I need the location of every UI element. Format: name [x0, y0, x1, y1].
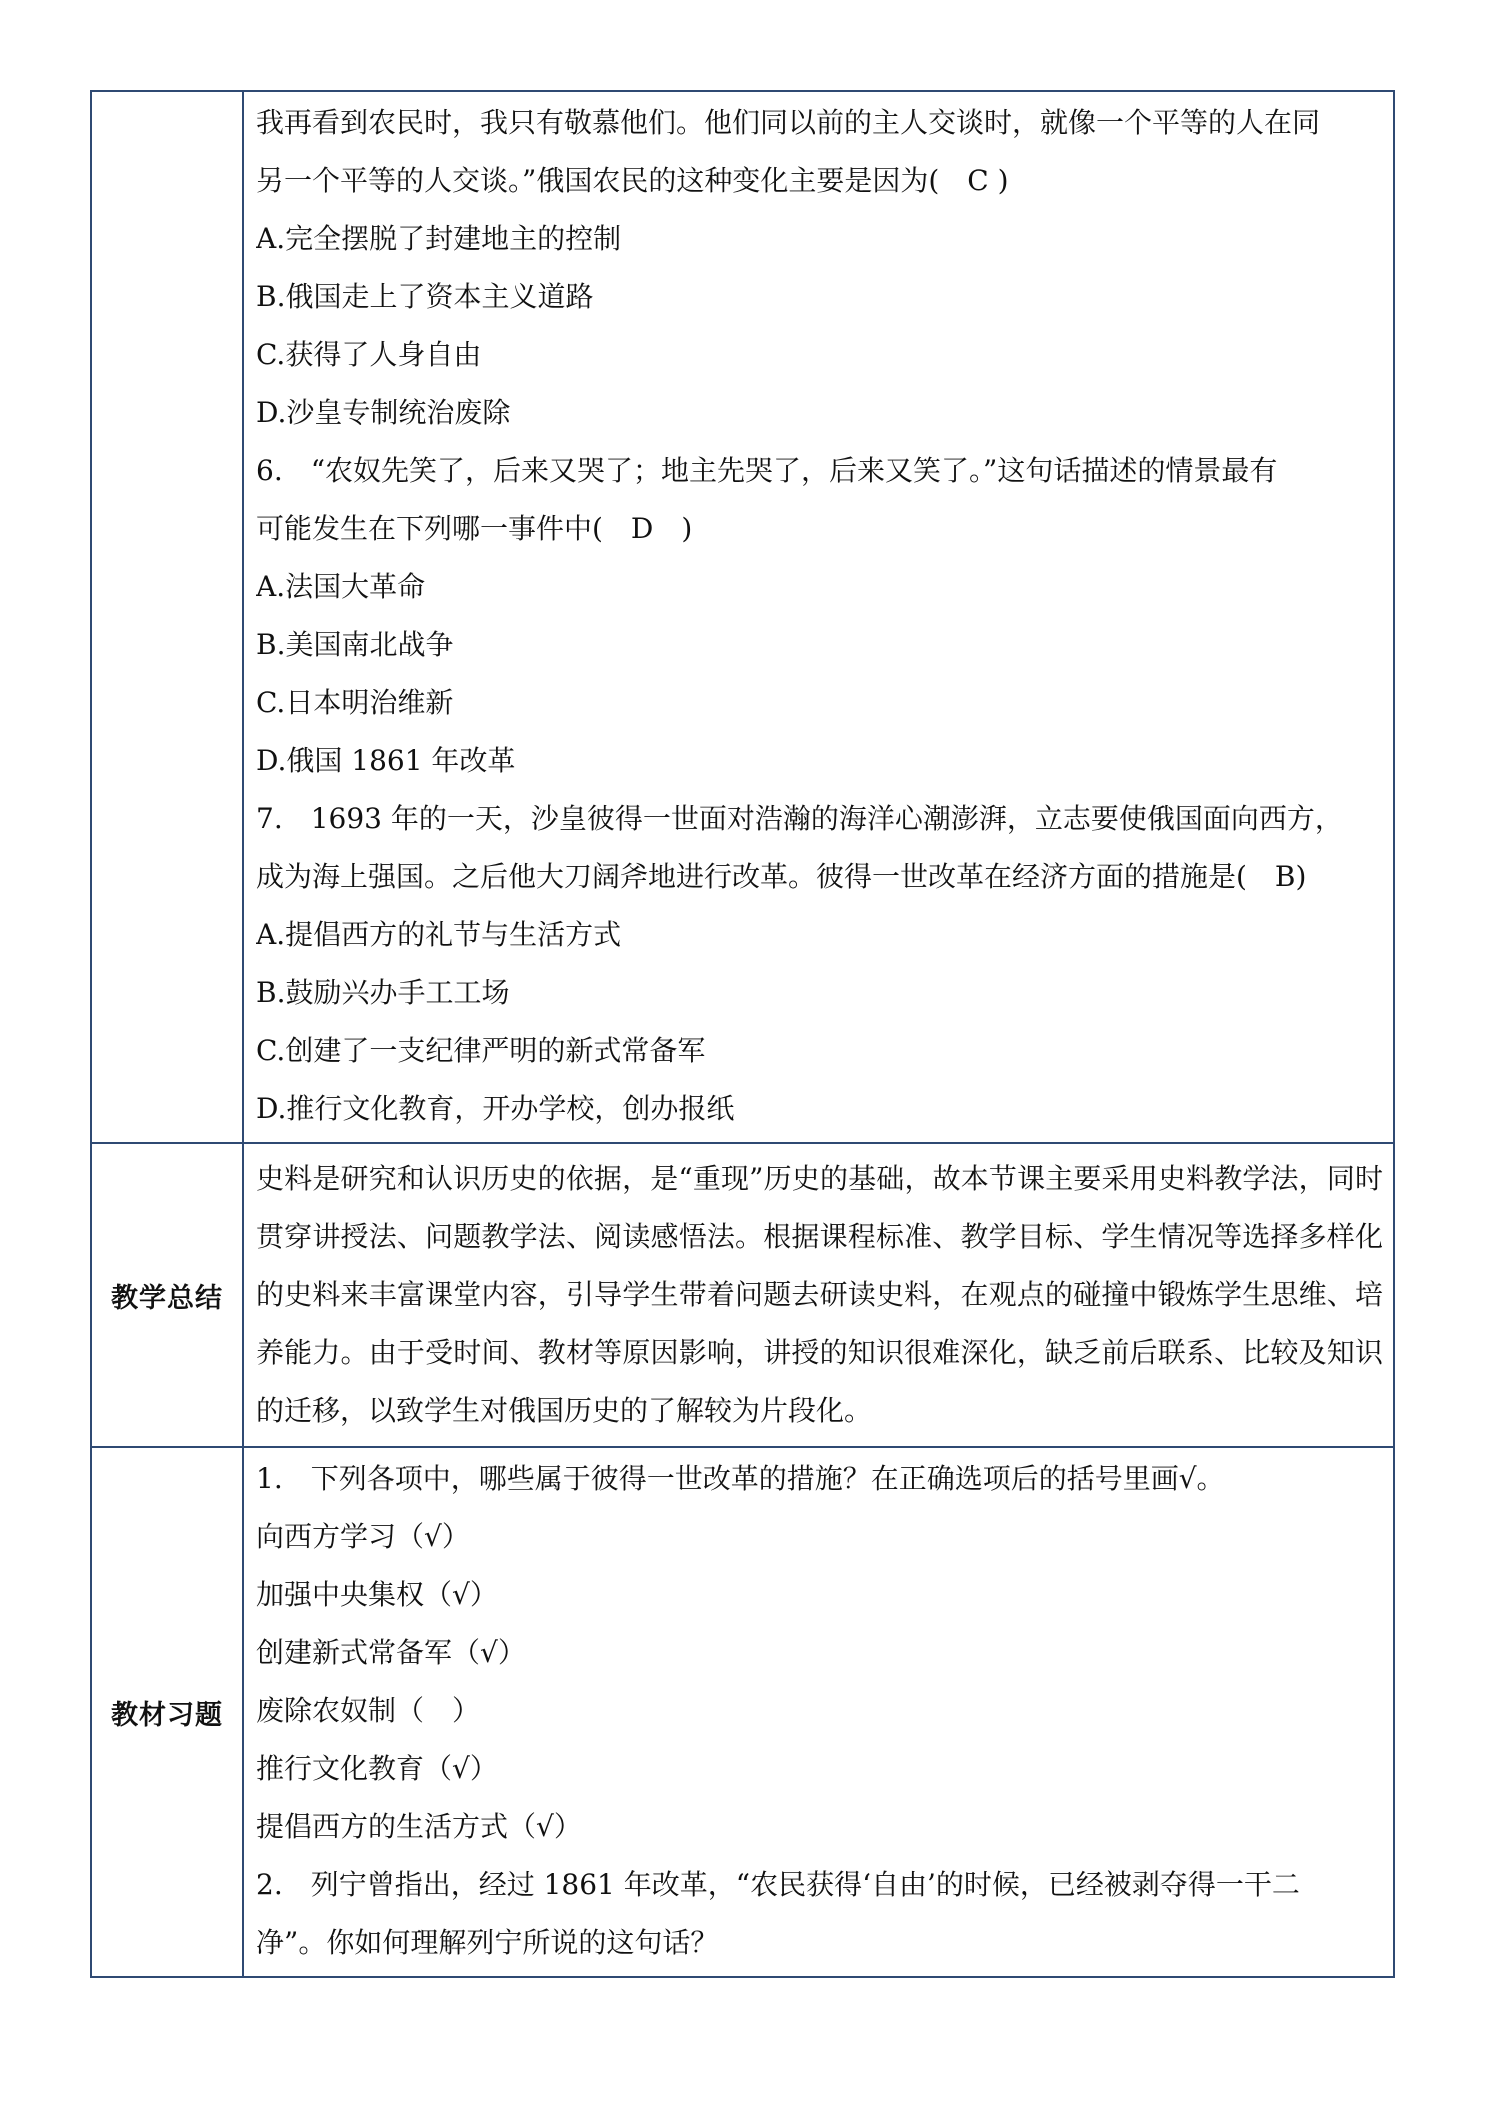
quiz-option: D.俄国 1861 年改革	[256, 744, 516, 777]
quiz-option: C.日本明治维新	[256, 686, 454, 719]
lesson-table	[90, 90, 1395, 1978]
exercise-item: 推行文化教育（√）	[256, 1752, 498, 1785]
quiz-row-label-cell	[91, 91, 243, 1143]
exercise-item: 提倡西方的生活方式（√）	[256, 1810, 582, 1843]
summary-text: 史料是研究和认识历史的依据，是“重现”历史的基础，故本节课主要采用史料教学法，同时贯穿讲授法、问题教学法、阅读感悟法。根据课程标准、教学目标、学生情况等选择多样化的史料来丰富课堂内容，引导学生带着问题去研读史料，在观点的碰撞中锻炼学生思维、培养能力。由于受时间、教材等原因影响，讲授的知识很难深化，缺乏前后联系、比较及知识的迁移，以致学生对俄国历史的了解较为片段化。	[256, 1162, 1383, 1427]
quiz-option: A.提倡西方的礼节与生活方式	[256, 918, 622, 951]
quiz-question: 可能发生在下列哪一事件中( D )	[256, 512, 693, 545]
quiz-line: 另一个平等的人交谈。”俄国农民的这种变化主要是因为( C )	[256, 164, 1009, 197]
quiz-option: C.获得了人身自由	[256, 338, 482, 371]
exercise-question: 1. 下列各项中，哪些属于彼得一世改革的措施？在正确选项后的括号里画√。	[256, 1462, 1225, 1495]
summary-label: 教学总结	[91, 1143, 243, 1447]
quiz-option: A.完全摆脱了封建地主的控制	[256, 222, 622, 255]
quiz-question: 成为海上强国。之后他大刀阔斧地进行改革。彼得一世改革在经济方面的措施是( B)	[256, 860, 1307, 893]
exercise-item: 加强中央集权（√）	[256, 1578, 498, 1611]
exercise-item: 废除农奴制（ ）	[256, 1694, 481, 1727]
quiz-row	[91, 91, 1394, 1143]
exercise-label: 教材习题	[91, 1447, 243, 1977]
exercise-question: 2. 列宁曾指出，经过 1861 年改革，“农民获得‘自由’的时候，已经被剥夺得一干二	[256, 1868, 1300, 1901]
summary-content-cell	[243, 1143, 1394, 1447]
quiz-line: 我再看到农民时，我只有敬慕他们。他们同以前的主人交谈时，就像一个平等的人在同	[256, 106, 1321, 139]
exercise-content-cell	[243, 1447, 1394, 1977]
quiz-content-cell	[243, 91, 1394, 1143]
exercise-row	[91, 1447, 1394, 1977]
quiz-question: 7. 1693 年的一天，沙皇彼得一世面对浩瀚的海洋心潮澎湃，立志要使俄国面向西方，	[256, 802, 1343, 835]
quiz-question: 6. “农奴先笑了，后来又哭了；地主先哭了，后来又笑了。”这句话描述的情景最有	[256, 454, 1278, 487]
exercise-item: 创建新式常备军（√）	[256, 1636, 526, 1669]
quiz-option: A.法国大革命	[256, 570, 426, 603]
quiz-option: C.创建了一支纪律严明的新式常备军	[256, 1034, 706, 1067]
quiz-option: B.俄国走上了资本主义道路	[256, 280, 594, 313]
quiz-option: D.推行文化教育，开办学校，创办报纸	[256, 1092, 735, 1125]
quiz-option: D.沙皇专制统治废除	[256, 396, 511, 429]
exercise-question: 净”。你如何理解列宁所说的这句话？	[256, 1926, 719, 1959]
exercise-item: 向西方学习（√）	[256, 1520, 470, 1553]
quiz-option: B.美国南北战争	[256, 628, 454, 661]
quiz-option: B.鼓励兴办手工工场	[256, 976, 510, 1009]
summary-row	[91, 1143, 1394, 1447]
